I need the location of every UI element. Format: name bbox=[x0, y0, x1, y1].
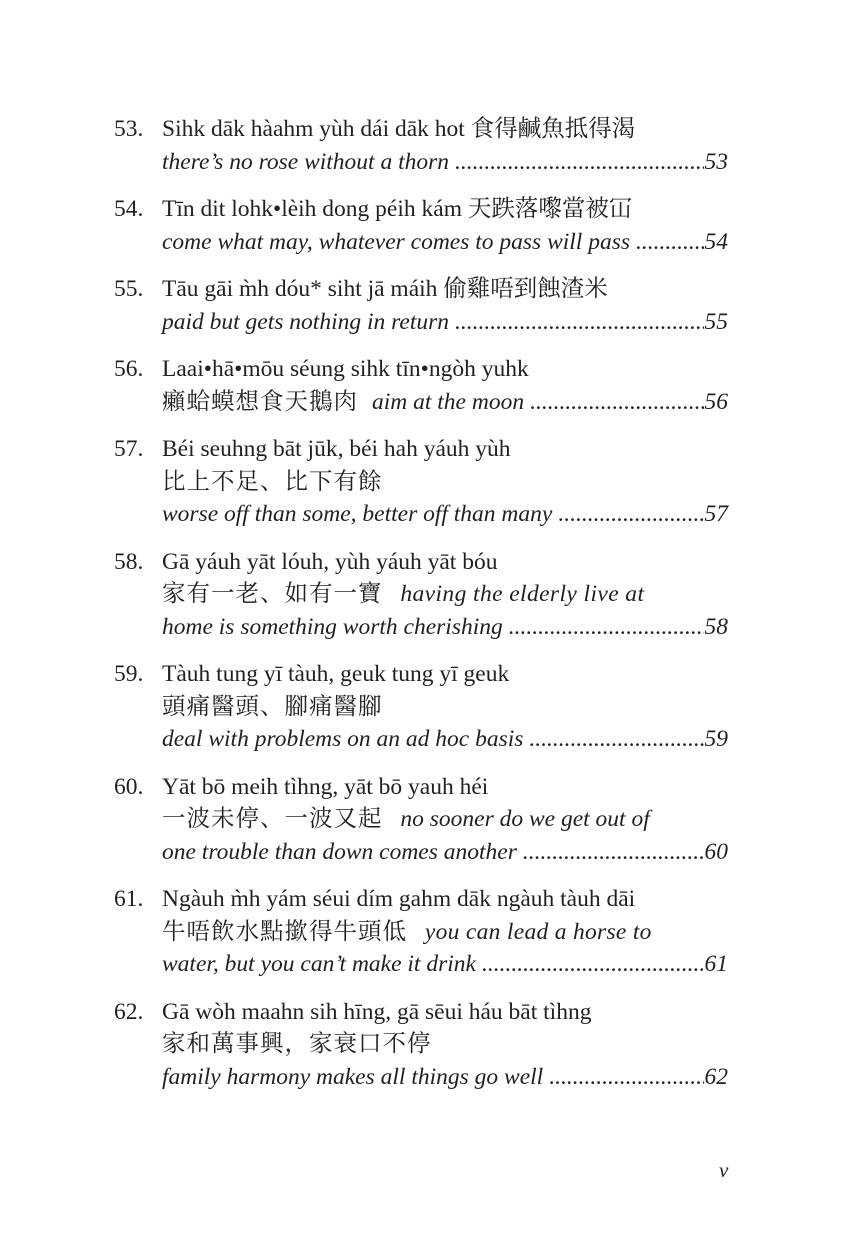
dot-leader bbox=[558, 498, 703, 531]
dot-leader bbox=[636, 226, 703, 259]
page-number[interactable]: 60 bbox=[704, 838, 728, 865]
page-folio: v bbox=[719, 1158, 729, 1182]
page-number[interactable]: 58 bbox=[704, 613, 728, 640]
dot-leader bbox=[455, 306, 703, 339]
entry-translation: there’s no rose without a thorn bbox=[162, 148, 450, 175]
entry-title: Gā wòh maahn sih hīng, gā sēui háu bāt tìhng bbox=[162, 998, 592, 1025]
entry-translation-start: having the elderly live at bbox=[400, 581, 645, 607]
dot-leader bbox=[530, 386, 703, 419]
dot-leader bbox=[482, 948, 704, 981]
entry-chinese: 牛唔飲水點撳得牛頭低 bbox=[162, 918, 407, 945]
entry-translation-start: no sooner do we get out of bbox=[400, 806, 650, 832]
entry-number: 55. bbox=[114, 276, 144, 302]
entry-chinese: 一波未停、一波又起 bbox=[162, 806, 383, 832]
entry-number: 54. bbox=[114, 196, 144, 222]
page-number[interactable]: 57 bbox=[704, 501, 728, 527]
toc-entry-61[interactable] bbox=[0, 883, 844, 981]
toc-entry-54[interactable] bbox=[0, 193, 844, 258]
entry-translation: aim at the moon bbox=[372, 388, 525, 415]
entry-translation: one trouble than down comes another bbox=[162, 838, 517, 865]
entry-translation-start: you can lead a horse to bbox=[424, 918, 652, 945]
dot-leader bbox=[509, 611, 704, 644]
entry-title: Tīn dit lohk•lèih dong péih kám 天跌落嚟當被冚 bbox=[162, 196, 633, 222]
table-of-contents bbox=[0, 113, 844, 1108]
toc-entry-55[interactable] bbox=[0, 273, 844, 338]
entry-number: 56. bbox=[114, 356, 144, 382]
page-number[interactable]: 54 bbox=[704, 228, 728, 255]
page-number[interactable]: 61 bbox=[704, 951, 728, 977]
toc-entry-62[interactable] bbox=[0, 996, 844, 1094]
entry-number: 57. bbox=[114, 436, 144, 462]
toc-entry-58[interactable] bbox=[0, 546, 844, 644]
entry-number: 62. bbox=[114, 998, 144, 1025]
entry-number: 58. bbox=[114, 548, 144, 575]
entry-translation: come what may, whatever comes to pass will pass bbox=[162, 228, 631, 255]
entry-number: 61. bbox=[114, 886, 144, 912]
dot-leader bbox=[523, 836, 704, 869]
entry-title: Tàuh tung yī tàuh, geuk tung yī geuk bbox=[162, 661, 510, 687]
toc-entry-53[interactable] bbox=[0, 113, 844, 178]
dot-leader bbox=[549, 1061, 703, 1094]
page-number[interactable]: 55 bbox=[704, 308, 728, 335]
entry-title: Gā yáuh yāt lóuh, yùh yáuh yāt bóu bbox=[162, 548, 498, 575]
entry-title: Yāt bō meih tìhng, yāt bō yauh héi bbox=[162, 773, 489, 800]
entry-title: Laai•hā•mōu séung sihk tīn•ngòh yuhk bbox=[162, 356, 529, 382]
page-number[interactable]: 59 bbox=[704, 726, 728, 752]
entry-number: 60. bbox=[114, 773, 144, 800]
entry-title: Béi seuhng bāt jūk, béi hah yáuh yùh bbox=[162, 436, 511, 462]
entry-title: Ngàuh m̀h yám séui dím gahm dāk ngàuh tàuh dāi bbox=[162, 886, 636, 912]
entry-number: 53. bbox=[114, 116, 144, 142]
entry-translation: paid but gets nothing in return bbox=[162, 308, 450, 335]
toc-entry-56[interactable] bbox=[0, 353, 844, 418]
entry-chinese: 比上不足、比下有餘 bbox=[162, 468, 383, 495]
entry-translation: family harmony makes all things go well bbox=[162, 1063, 544, 1090]
entry-chinese: 家和萬事興，家衰口不停 bbox=[162, 1031, 432, 1057]
dot-leader bbox=[455, 146, 703, 179]
entry-translation: water, but you can’t make it drink bbox=[162, 951, 476, 977]
entry-chinese: 家有一老、如有一寶 bbox=[162, 581, 383, 607]
page-number[interactable]: 56 bbox=[704, 388, 728, 415]
toc-entry-59[interactable] bbox=[0, 658, 844, 756]
entry-title: Tāu gāi m̀h dóu* siht jā máih 偷雞唔到蝕渣米 bbox=[162, 276, 608, 302]
toc-entry-57[interactable] bbox=[0, 433, 844, 531]
entry-translation: worse off than some, better off than many bbox=[162, 501, 553, 527]
entry-number: 59. bbox=[114, 661, 144, 687]
entry-chinese: 癩蛤蟆想食天鵝肉 bbox=[162, 388, 358, 415]
entry-translation: deal with problems on an ad hoc basis bbox=[162, 726, 524, 752]
entry-translation: home is something worth cherishing bbox=[162, 613, 503, 640]
dot-leader bbox=[529, 723, 703, 756]
entry-title: Sihk dāk hàahm yùh dái dāk hot 食得鹹魚抵得渴 bbox=[162, 116, 636, 142]
page-number[interactable]: 62 bbox=[704, 1063, 728, 1090]
toc-entry-60[interactable] bbox=[0, 771, 844, 869]
entry-chinese: 頭痛醫頭、腳痛醫腳 bbox=[162, 693, 383, 720]
page-number[interactable]: 53 bbox=[704, 148, 728, 175]
